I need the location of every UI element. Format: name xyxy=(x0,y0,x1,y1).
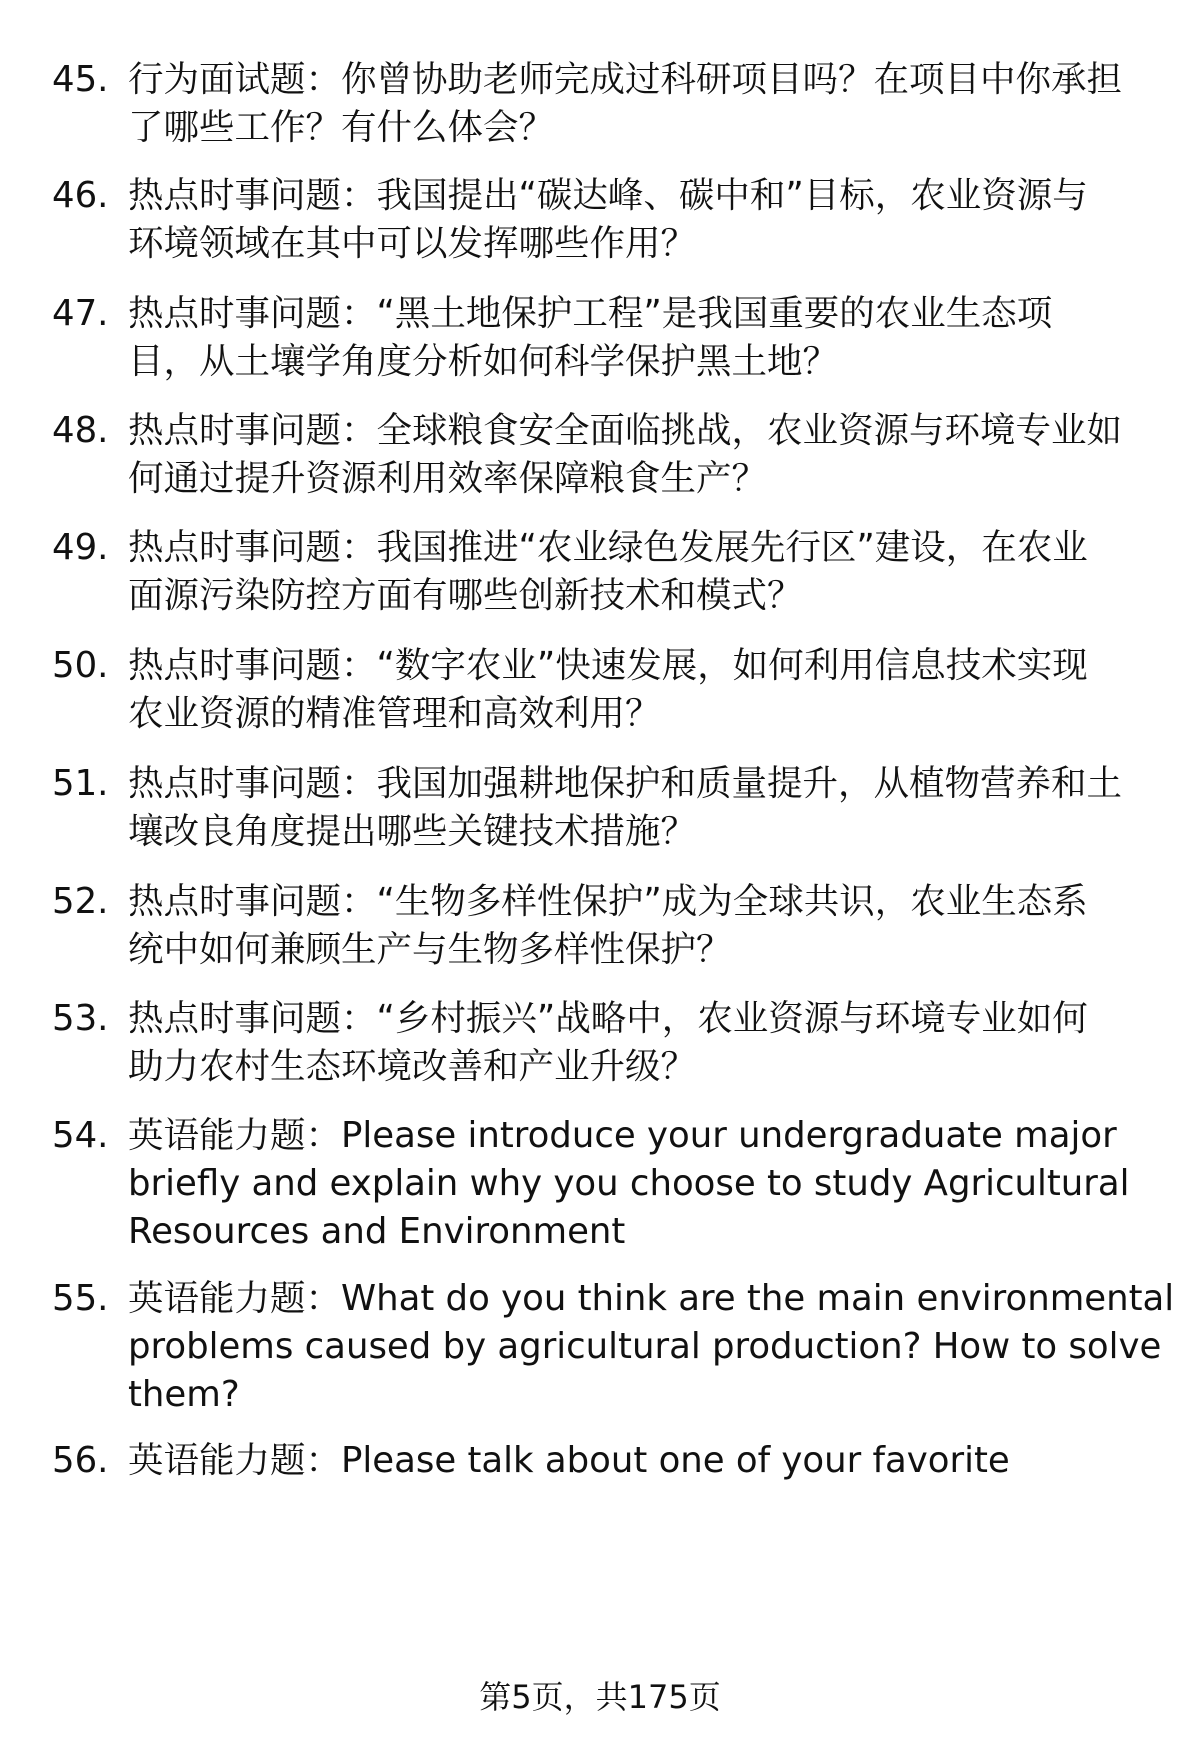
question-line: briefly and explain why you choose to study Agricultural xyxy=(128,1163,1130,1204)
question-number: 52. xyxy=(52,881,109,922)
question-line: 环境领域在其中可以发挥哪些作用？ xyxy=(128,223,697,264)
question-text xyxy=(128,1437,1162,1485)
question-item xyxy=(52,642,1162,738)
question-text xyxy=(128,760,1162,856)
question-line: 何通过提升资源利用效率保障粮食生产？ xyxy=(128,458,768,499)
question-number: 47. xyxy=(52,293,109,334)
question-text xyxy=(128,1112,1162,1256)
question-item xyxy=(52,290,1162,386)
question-number: 55. xyxy=(52,1278,109,1319)
question-number: 45. xyxy=(52,59,109,100)
question-line: 热点时事问题：我国加强耕地保护和质量提升，从植物营养和土 xyxy=(128,763,1123,804)
question-text xyxy=(128,290,1162,386)
question-line: 行为面试题：你曾协助老师完成过科研项目吗？在项目中你承担 xyxy=(128,59,1123,100)
question-number: 51. xyxy=(52,763,109,804)
question-line: 热点时事问题：全球粮食安全面临挑战，农业资源与环境专业如 xyxy=(128,410,1123,451)
question-line: 热点时事问题：“乡村振兴”战略中，农业资源与环境专业如何 xyxy=(128,998,1088,1039)
question-item xyxy=(52,760,1162,856)
question-line: 农业资源的精准管理和高效利用？ xyxy=(128,693,661,734)
question-line: 英语能力题：What do you think are the main environmental xyxy=(128,1278,1175,1319)
question-line: 热点时事问题：我国推进“农业绿色发展先行区”建设，在农业 xyxy=(128,527,1088,568)
question-line: 热点时事问题：“黑土地保护工程”是我国重要的农业生态项 xyxy=(128,293,1053,334)
question-item xyxy=(52,878,1162,974)
question-number: 46. xyxy=(52,175,109,216)
question-line: 面源污染防控方面有哪些创新技术和模式？ xyxy=(128,575,803,616)
question-number: 48. xyxy=(52,410,109,451)
question-text xyxy=(128,878,1162,974)
question-line: 壤改良角度提出哪些关键技术措施？ xyxy=(128,811,697,852)
question-line: 目，从土壤学角度分析如何科学保护黑土地？ xyxy=(128,341,839,382)
question-line: Resources and Environment xyxy=(128,1211,626,1252)
question-line: 热点时事问题：我国提出“碳达峰、碳中和”目标，农业资源与 xyxy=(128,175,1088,216)
question-line: 了哪些工作？有什么体会？ xyxy=(128,107,555,148)
question-text xyxy=(128,995,1162,1091)
question-line: 热点时事问题：“数字农业”快速发展，如何利用信息技术实现 xyxy=(128,645,1088,686)
question-item xyxy=(52,995,1162,1091)
question-line: 热点时事问题：“生物多样性保护”成为全球共识，农业生态系 xyxy=(128,881,1088,922)
question-text xyxy=(128,642,1162,738)
question-item xyxy=(52,172,1162,268)
question-number: 49. xyxy=(52,527,109,568)
question-text xyxy=(128,1275,1174,1419)
question-line: 英语能力题：Please talk about one of your favorite xyxy=(128,1440,1010,1481)
question-item xyxy=(52,524,1162,620)
question-item xyxy=(52,1112,1162,1256)
question-item xyxy=(52,56,1162,152)
question-number: 56. xyxy=(52,1440,109,1481)
question-line: them? xyxy=(128,1374,240,1415)
question-text xyxy=(128,172,1162,268)
page-footer xyxy=(0,1675,1200,1719)
page-number-label: 第5页，共175页 xyxy=(479,1678,721,1716)
question-number: 50. xyxy=(52,645,109,686)
question-line: 统中如何兼顾生产与生物多样性保护？ xyxy=(128,929,732,970)
question-line: 助力农村生态环境改善和产业升级？ xyxy=(128,1046,697,1087)
question-number: 54. xyxy=(52,1115,109,1156)
question-text xyxy=(128,407,1162,503)
question-item xyxy=(52,407,1162,503)
question-text xyxy=(128,56,1162,152)
question-text xyxy=(128,524,1162,620)
question-line: 英语能力题：Please introduce your undergraduate major xyxy=(128,1115,1117,1156)
question-number: 53. xyxy=(52,998,109,1039)
question-item xyxy=(52,1275,1175,1419)
question-item xyxy=(52,1437,1162,1485)
question-line: problems caused by agricultural production? How to solve xyxy=(128,1326,1162,1367)
